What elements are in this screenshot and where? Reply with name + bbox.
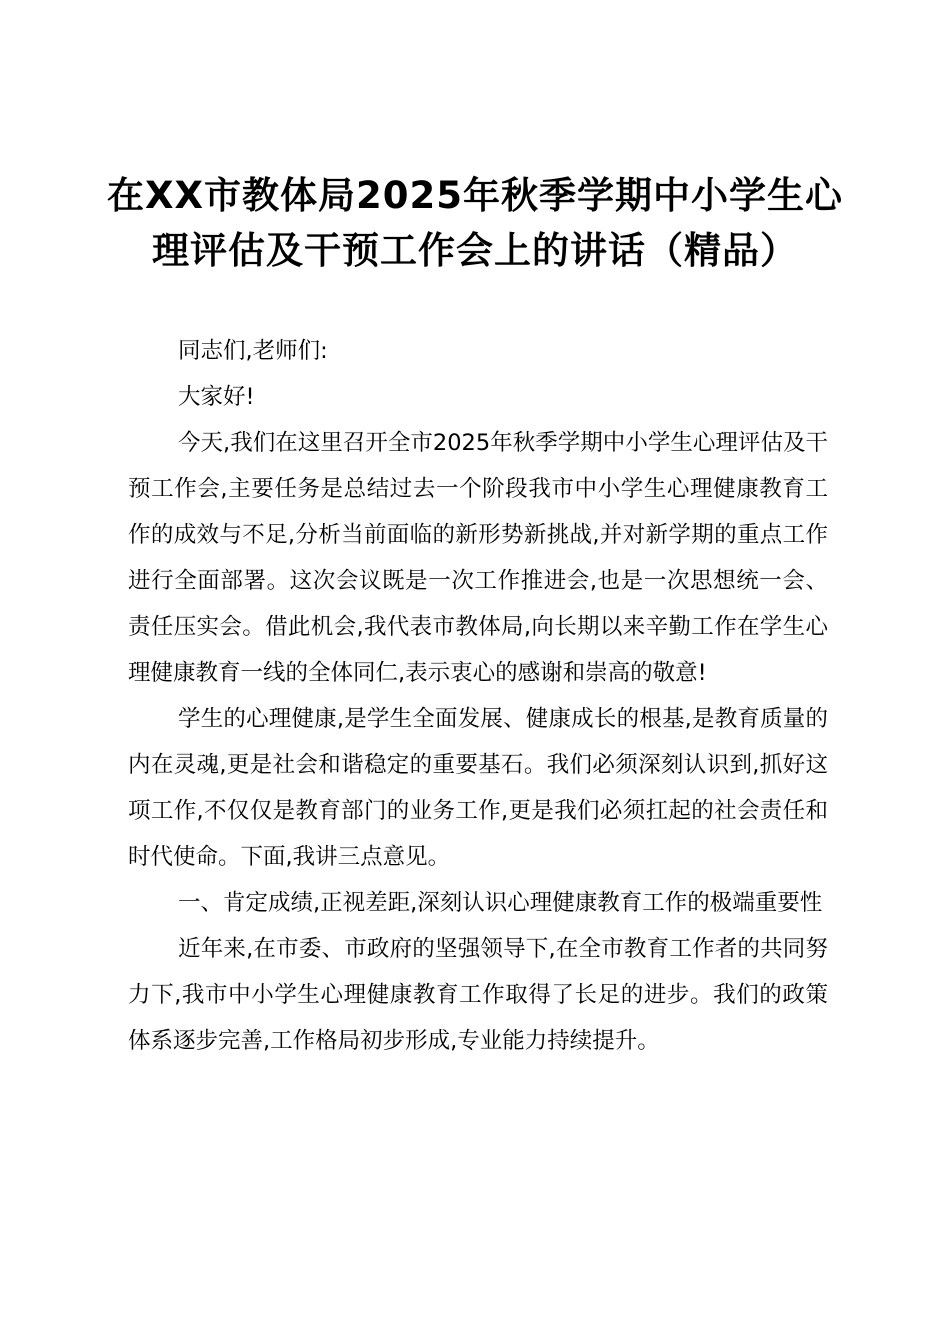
body-paragraph: 今天,我们在这里召开全市2025年秋季学期中小学生心理评估及干预工作会,主要任务是总结过去一个阶段我市中小学生心理健康教育工作的成效与不足,分析当前面临的新形势新挑战,并对新学期的重点工作进行全面部署。这次会议既是一次工作推进会,也是一次思想统一会、责任压实会。借此机会,我代表市教体局,向长期以来辛勤工作在学生心理健康教育一线的全体同仁,表示衷心的感谢和崇高的敬意!: [128, 430, 828, 686]
salutation: 同志们,老师们:: [178, 338, 328, 364]
document-title: 在XX市教体局2025年秋季学期中小学生心理评估及干预工作会上的讲话（精品）: [106, 174, 844, 272]
section-heading: 一、肯定成绩,正视差距,深刻认识心理健康教育工作的极端重要性: [178, 890, 823, 916]
document-body: [128, 328, 828, 1064]
body-paragraph: 近年来,在市委、市政府的坚强领导下,在全市教育工作者的共同努力下,我市中小学生心理健康教育工作取得了长足的进步。我们的政策体系逐步完善,工作格局初步形成,专业能力持续提升。: [128, 936, 828, 1054]
greeting: 大家好!: [178, 384, 255, 410]
body-paragraph: 学生的心理健康,是学生全面发展、健康成长的根基,是教育质量的内在灵魂,更是社会和谐稳定的重要基石。我们必须深刻认识到,抓好这项工作,不仅仅是教育部门的业务工作,更是我们必须扛起的社会责任和时代使命。下面,我讲三点意见。: [128, 706, 828, 870]
